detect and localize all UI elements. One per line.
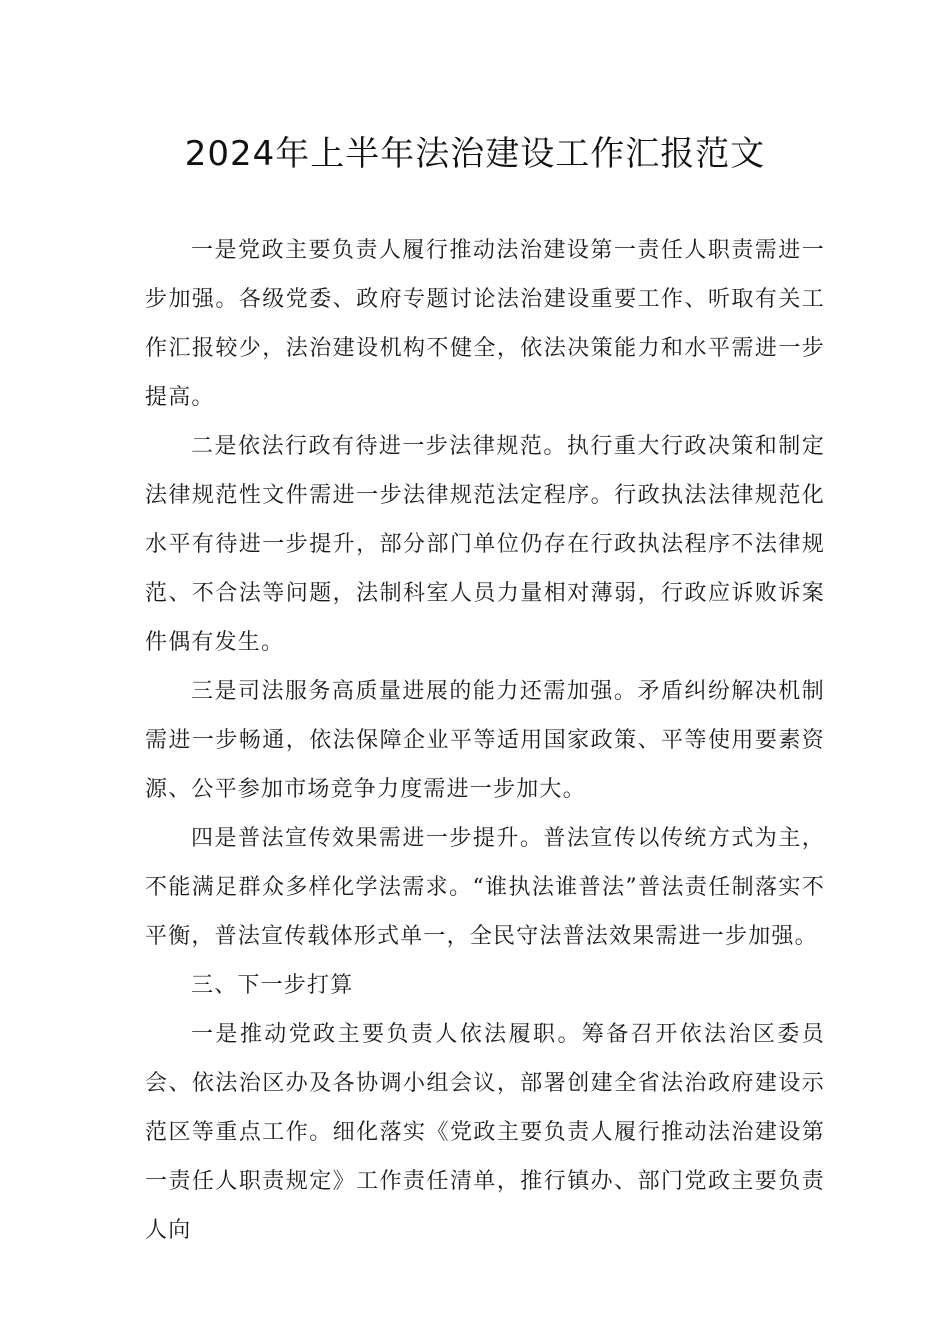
section-heading-next-steps: 三、下一步打算 [191,973,354,998]
document-body [145,226,825,1255]
paragraph-issue-1: 一是党政主要负责人履行推动法治建设第一责任人职责需进一步加强。各级党委、政府专题讨论法治建设重要工作、听取有关工作汇报较少，法治建设机构不健全，依法决策能力和水平需进一步提高。 [145,238,825,410]
paragraph-issue-4: 四是普法宣传效果需进一步提升。普法宣传以传统方式为主，不能满足群众多样化学法需求。“谁执法谁普法”普法责任制落实不平衡，普法宣传载体形式单一，全民守法普法效果需进一步加强。 [145,826,825,949]
paragraph-issue-3: 三是司法服务高质量进展的能力还需加强。矛盾纠纷解决机制需进一步畅通，依法保障企业平等适用国家政策、平等使用要素资源、公平参加市场竞争力度需进一步加大。 [145,679,825,802]
paragraph-issue-2: 二是依法行政有待进一步法律规范。执行重大行政决策和制定法律规范性文件需进一步法律规范法定程序。行政执法法律规范化水平有待进一步提升，部分部门单位仍存在行政执法程序不法律规范、不合法等问题，法制科室人员力量相对薄弱，行政应诉败诉案件偶有发生。 [145,434,825,655]
paragraph-plan-1: 一是推动党政主要负责人依法履职。筹备召开依法治区委员会、依法治区办及各协调小组会议，部署创建全省法治政府建设示范区等重点工作。细化落实《党政主要负责人履行推动法治建设第一责任人职责规定》工作责任清单，推行镇办、部门党政主要负责人向 [145,1022,825,1243]
document-title: 2024年上半年法治建设工作汇报范文 [184,134,766,174]
